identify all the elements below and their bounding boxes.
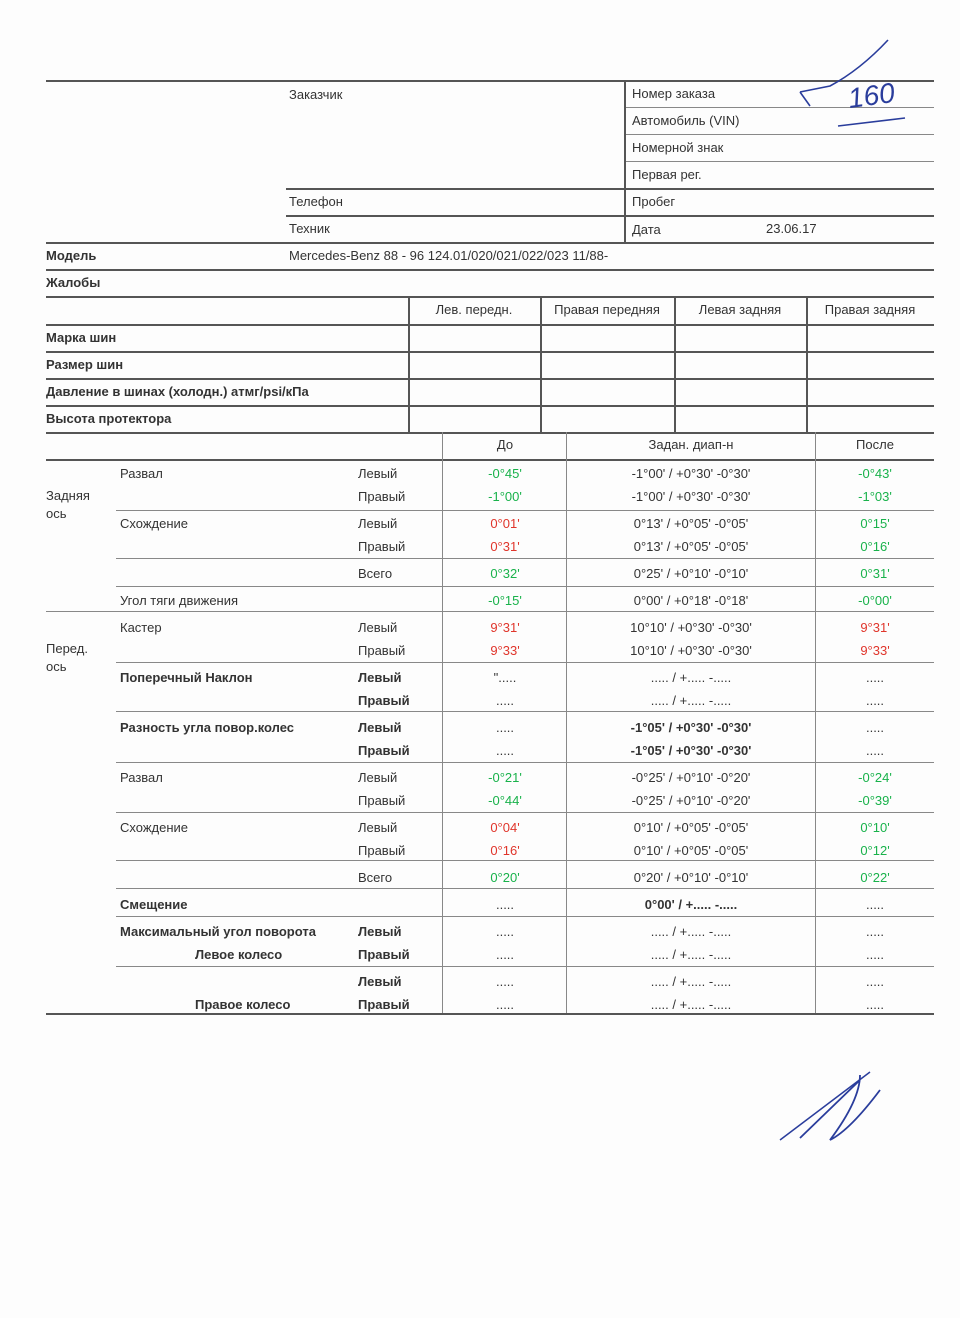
- side-label: Правый: [358, 489, 406, 504]
- vin-label: Автомобиль (VIN): [632, 113, 740, 128]
- side-label: Правый: [358, 539, 406, 554]
- before-value: .....: [495, 693, 515, 708]
- before-value: ".....: [493, 670, 517, 685]
- spec-value: -1°00' / +0°30' -0°30': [631, 489, 751, 504]
- spec-value: 0°13' / +0°05' -0°05': [633, 516, 749, 531]
- side-label: Правый: [358, 793, 406, 808]
- side-label: Левый: [358, 516, 398, 531]
- after-value: .....: [865, 670, 885, 685]
- spec-value: 0°20' / +0°10' -0°10': [633, 870, 749, 885]
- spec-value: -0°25' / +0°10' -0°20': [631, 793, 751, 808]
- tire-row-label: Размер шин: [46, 357, 124, 372]
- spec-value: ..... / +..... -.....: [650, 947, 732, 962]
- tire-col-header: Правая передняя: [554, 302, 660, 317]
- param-label: Правое колесо: [195, 997, 291, 1012]
- spec-value: 10°10' / +0°30' -0°30': [630, 620, 752, 635]
- before-value: -0°45': [488, 466, 522, 481]
- complaints-label: Жалобы: [46, 275, 101, 290]
- spec-value: 0°00' / +0°18' -0°18': [633, 593, 749, 608]
- spec-value: ..... / +..... -.....: [650, 974, 732, 989]
- before-value: 0°01': [490, 516, 520, 531]
- after-value: 0°22': [860, 870, 890, 885]
- spec-value: 10°10' / +0°30' -0°30': [630, 643, 752, 658]
- side-label: Правый: [358, 947, 410, 962]
- before-value: .....: [495, 974, 515, 989]
- before-value: .....: [495, 947, 515, 962]
- customer-label: Заказчик: [289, 87, 343, 102]
- side-label: Правый: [358, 743, 410, 758]
- tire-row-label: Высота протектора: [46, 411, 172, 426]
- side-label: Правый: [358, 693, 410, 708]
- param-label: Максимальный угол поворота: [120, 924, 316, 939]
- phone-label: Телефон: [289, 194, 343, 209]
- side-label: Всего: [358, 870, 393, 885]
- before-value: .....: [495, 743, 515, 758]
- spec-value: -1°05' / +0°30' -0°30': [630, 743, 752, 758]
- after-value: 9°33': [860, 643, 890, 658]
- tire-col-header: Правая задняя: [824, 302, 916, 317]
- after-value: .....: [865, 897, 885, 912]
- side-label: Левый: [358, 670, 402, 685]
- before-value: 0°16': [490, 843, 520, 858]
- before-value: .....: [495, 997, 515, 1012]
- side-label: Левый: [358, 770, 398, 785]
- side-label: Левый: [358, 720, 402, 735]
- date-value: 23.06.17: [766, 221, 817, 236]
- after-value: 0°31': [860, 566, 890, 581]
- param-label: Развал: [120, 770, 163, 785]
- side-label: Правый: [358, 843, 406, 858]
- after-value: 0°10': [860, 820, 890, 835]
- plate-label: Номерной знак: [632, 140, 724, 155]
- model-value: Mercedes-Benz 88 - 96 124.01/020/021/022/023 11/88-: [289, 248, 609, 263]
- side-label: Всего: [358, 566, 393, 581]
- param-label: Угол тяги движения: [120, 593, 239, 608]
- after-value: -0°24': [858, 770, 892, 785]
- before-value: -0°44': [488, 793, 522, 808]
- tire-row-label: Марка шин: [46, 330, 117, 345]
- after-value: .....: [865, 997, 885, 1012]
- tire-col-header: Левая задняя: [698, 302, 782, 317]
- param-label: Развал: [120, 466, 163, 481]
- col-before: До: [496, 437, 514, 452]
- front-axle-label: Перед. ось: [46, 641, 88, 674]
- technician-label: Техник: [289, 221, 330, 236]
- spec-value: 0°00' / +..... -.....: [644, 897, 738, 912]
- after-value: .....: [865, 924, 885, 939]
- side-label: Левый: [358, 924, 402, 939]
- spec-value: -1°05' / +0°30' -0°30': [630, 720, 752, 735]
- mileage-label: Пробег: [632, 194, 676, 209]
- spec-value: ..... / +..... -.....: [650, 924, 732, 939]
- param-label: Поперечный Наклон: [120, 670, 253, 685]
- before-value: 0°31': [490, 539, 520, 554]
- spec-value: -0°25' / +0°10' -0°20': [631, 770, 751, 785]
- after-value: .....: [865, 947, 885, 962]
- spec-value: ..... / +..... -.....: [650, 997, 732, 1012]
- after-value: -0°00': [858, 593, 892, 608]
- before-value: -1°00': [488, 489, 522, 504]
- after-value: -0°43': [858, 466, 892, 481]
- spec-value: 0°13' / +0°05' -0°05': [633, 539, 749, 554]
- spec-value: ..... / +..... -.....: [650, 693, 732, 708]
- after-value: .....: [865, 693, 885, 708]
- before-value: -0°15': [488, 593, 522, 608]
- after-value: -1°03': [858, 489, 892, 504]
- param-label: Схождение: [120, 516, 189, 531]
- after-value: 0°16': [860, 539, 890, 554]
- after-value: .....: [865, 720, 885, 735]
- after-value: -0°39': [858, 793, 892, 808]
- before-value: 0°32': [490, 566, 520, 581]
- side-label: Левый: [358, 466, 398, 481]
- first-reg-label: Первая рег.: [632, 167, 702, 182]
- spec-value: 0°25' / +0°10' -0°10': [633, 566, 749, 581]
- after-value: 9°31': [860, 620, 890, 635]
- spec-value: ..... / +..... -.....: [650, 670, 732, 685]
- side-label: Правый: [358, 997, 410, 1012]
- param-label: Разность угла повор.колес: [120, 720, 295, 735]
- param-label: Схождение: [120, 820, 189, 835]
- before-value: 9°33': [490, 643, 520, 658]
- before-value: 0°20': [490, 870, 520, 885]
- before-value: .....: [495, 897, 515, 912]
- before-value: .....: [495, 720, 515, 735]
- order-number-label: Номер заказа: [632, 86, 716, 101]
- before-value: 0°04': [490, 820, 520, 835]
- col-spec: Задан. диап-н: [648, 437, 734, 452]
- param-label: Кастер: [120, 620, 162, 635]
- param-label: Смещение: [120, 897, 188, 912]
- side-label: Левый: [358, 820, 398, 835]
- after-value: 0°15': [860, 516, 890, 531]
- col-after: После: [856, 437, 894, 452]
- before-value: -0°21': [488, 770, 522, 785]
- handwritten-number: 160: [846, 76, 897, 115]
- after-value: .....: [865, 743, 885, 758]
- spec-value: 0°10' / +0°05' -0°05': [633, 820, 749, 835]
- after-value: 0°12': [860, 843, 890, 858]
- side-label: Левый: [358, 620, 398, 635]
- param-label: Левое колесо: [195, 947, 283, 962]
- before-value: .....: [495, 924, 515, 939]
- spec-value: 0°10' / +0°05' -0°05': [633, 843, 749, 858]
- model-label: Модель: [46, 248, 97, 263]
- date-label: Дата: [632, 222, 661, 237]
- side-label: Левый: [358, 974, 402, 989]
- before-value: 9°31': [490, 620, 520, 635]
- tire-row-label: Давление в шинах (холодн.) атмг/psi/кПа: [46, 384, 309, 399]
- side-label: Правый: [358, 643, 406, 658]
- rear-axle-label: Задняя ось: [46, 488, 90, 521]
- after-value: .....: [865, 974, 885, 989]
- tire-col-header: Лев. передн.: [435, 302, 513, 317]
- spec-value: -1°00' / +0°30' -0°30': [631, 466, 751, 481]
